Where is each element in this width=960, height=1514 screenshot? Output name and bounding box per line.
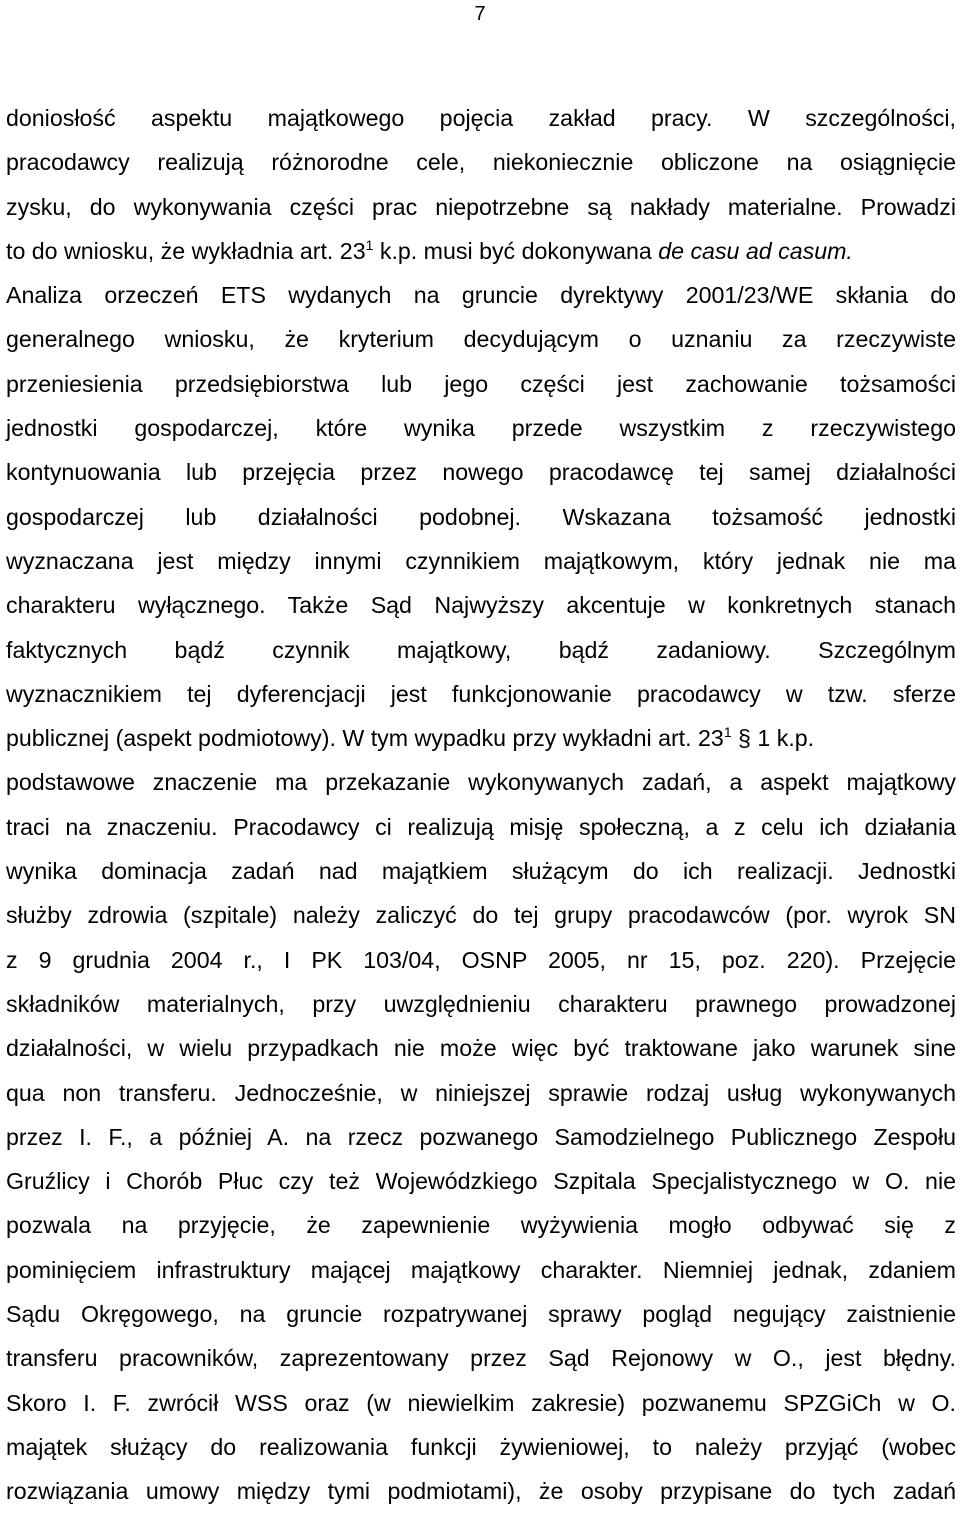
text-line: pracodawcy realizują różnorodne cele, niekoniecznie obliczone na osiągnięcie xyxy=(6,149,956,176)
text-run: to do wniosku, że wykładnia art. 23 xyxy=(6,237,366,264)
text-line: działalności, w wielu przypadkach nie może więc być traktowane jako warunek sine xyxy=(6,1035,956,1062)
text-line: faktycznych bądź czynnik majątkowy, bądź zadaniowy. Szczególnym xyxy=(6,636,956,663)
text-line: wyznacznikiem tej dyferencjacji jest funkcjonowanie pracodawcy w tzw. sferze xyxy=(6,680,956,707)
page-number: 7 xyxy=(474,3,486,25)
text-line: transferu pracowników, zaprezentowany przez Sąd Rejonowy w O., jest błędny. xyxy=(6,1345,956,1372)
italic-text: de casu ad casum. xyxy=(658,237,853,264)
text-line: jednostki gospodarczej, które wynika przede wszystkim z rzeczywistego xyxy=(6,415,956,442)
text-line: służby zdrowia (szpitale) należy zaliczyć do tej grupy pracodawców (por. wyrok SN xyxy=(6,902,956,929)
text-line: qua non transferu. Jednocześnie, w niniejszej sprawie rodzaj usług wykonywanych xyxy=(6,1079,956,1106)
text-line: majątek służący do realizowania funkcji żywieniowej, to należy przyjąć (wobec xyxy=(6,1433,956,1460)
text-run: publicznej (aspekt podmiotowy). W tym wypadku przy wykładni art. 23 xyxy=(6,725,724,752)
superscript: 1 xyxy=(723,724,732,741)
text-line: z 9 grudnia 2004 r., I PK 103/04, OSNP 2005, nr 15, poz. 220). Przejęcie xyxy=(6,946,956,973)
text-line: Skoro I. F. zwrócił WSS oraz (w niewielkim zakresie) pozwanemu SPZGiCh w O. xyxy=(6,1389,956,1416)
text-line: traci na znaczeniu. Pracodawcy ci realizują misję społeczną, a z celu ich działania xyxy=(6,813,956,840)
text-line: rozwiązania umowy między tymi podmiotami), że osoby przypisane do tych zadań xyxy=(6,1478,956,1505)
text-line: pozwala na przyjęcie, że zapewnienie wyżywienia mogło odbywać się z xyxy=(6,1212,956,1239)
text-line xyxy=(6,716,956,760)
text-line: przeniesienia przedsiębiorstwa lub jego części jest zachowanie tożsamości xyxy=(6,370,956,397)
text-line: generalnego wniosku, że kryterium decydującym o uznaniu za rzeczywiste xyxy=(6,326,956,353)
text-line: gospodarczej lub działalności podobnej. Wskazana tożsamość jednostki xyxy=(6,503,956,530)
superscript: 1 xyxy=(365,236,374,253)
text-line: pominięciem infrastruktury mającej majątkowy charakter. Niemniej jednak, zdaniem xyxy=(6,1256,956,1283)
text-run: § 1 k.p. xyxy=(731,725,815,752)
text-run: k.p. musi być dokonywana xyxy=(373,237,659,264)
text-line: charakteru wyłącznego. Także Sąd Najwyższy akcentuje w konkretnych stanach xyxy=(6,592,956,619)
text-line: wynika dominacja zadań nad majątkiem służącym do ich realizacji. Jednostki xyxy=(6,858,956,885)
text-line: zysku, do wykonywania części prac niepotrzebne są nakłady materialne. Prowadzi xyxy=(6,193,956,220)
text-line: doniosłość aspektu majątkowego pojęcia zakład pracy. W szczególności, xyxy=(6,105,956,131)
text-line: Analiza orzeczeń ETS wydanych na gruncie dyrektywy 2001/23/WE skłania do xyxy=(6,282,956,309)
body-text xyxy=(6,96,956,1514)
text-line: składników materialnych, przy uwzględnieniu charakteru prawnego prowadzonej xyxy=(6,990,956,1017)
text-line: przez I. F., a później A. na rzecz pozwanego Samodzielnego Publicznego Zespołu xyxy=(6,1123,956,1150)
text-line: Sądu Okręgowego, na gruncie rozpatrywanej sprawy pogląd negujący zaistnienie xyxy=(6,1301,956,1328)
text-line xyxy=(6,229,956,273)
text-line: podstawowe znaczenie ma przekazanie wykonywanych zadań, a aspekt majątkowy xyxy=(6,769,956,796)
text-line: kontynuowania lub przejęcia przez nowego pracodawcę tej samej działalności xyxy=(6,459,956,486)
text-line: Gruźlicy i Chorób Płuc czy też Wojewódzkiego Szpitala Specjalistycznego w O. nie xyxy=(6,1168,956,1195)
text-line: wyznaczana jest między innymi czynnikiem majątkowym, który jednak nie ma xyxy=(6,547,956,574)
